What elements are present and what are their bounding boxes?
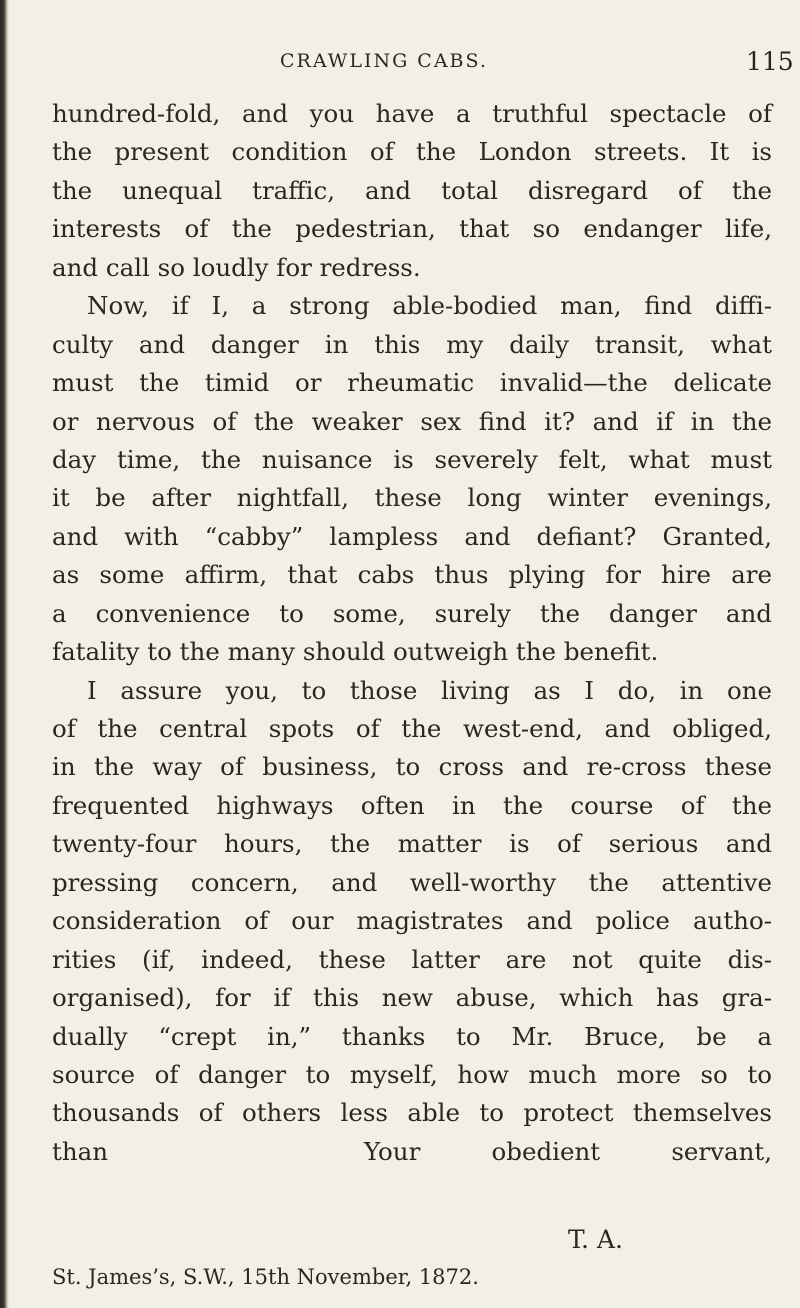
text-line: twenty-four hours, the matter is of serious and [52,829,772,859]
text-line: the present condition of the London streets. It is [52,137,772,167]
text-line: frequented highways often in the course of the [52,790,772,820]
text-line: pressing concern, and well-worthy the attentive [52,867,772,897]
text-line: I assure you, to those living as I do, in one [87,675,772,705]
page-number: 115 [746,47,794,76]
running-head: CRAWLING CABS. [280,50,488,72]
text-line: the unequal traffic, and total disregard of the [52,175,772,205]
text-line: fatality to the many should outweigh the benefit. [52,637,659,667]
text-line: of the central spots of the west-end, and obliged, [52,714,772,743]
dateline: St. James’s, S.W., 15th November, 1872. [52,1265,479,1289]
text-line: consideration of our magistrates and police autho- [52,906,772,936]
text-line: culty and danger in this my daily transit, what [52,329,772,359]
closing-salutation: Your obedient servant, [364,1136,772,1166]
text-line: and with “cabby” lampless and defiant? Granted, [52,521,772,551]
text-line: source of danger to myself, how much more so to [52,1059,772,1089]
page-header [0,40,800,80]
text-line: thousands of others less able to protect themselves [52,1098,772,1128]
text-line: dually “crept in,” thanks to Mr. Bruce, be a [52,1021,772,1051]
text-line: hundred-fold, and you have a truthful spectacle of [52,99,772,128]
text-line: and call so loudly for redress. [52,252,421,282]
text-line: Now, if I, a strong able-bodied man, find diffi- [87,291,772,321]
text-line: day time, the nuisance is severely felt, what must [52,444,772,474]
closing-last-word: than [52,1136,109,1166]
book-spine-shadow [0,0,9,1308]
letter-body [52,95,772,1171]
text-line: it be after nightfall, these long winter evenings, [52,483,772,513]
text-line: interests of the pedestrian, that so endanger life, [52,214,772,244]
closing-line [52,1133,772,1171]
text-line: a convenience to some, surely the danger and [52,598,772,628]
text-line: in the way of business, to cross and re-cross these [52,752,772,782]
signature-initials: T. A. [568,1225,623,1254]
text-line: rities (if, indeed, these latter are not quite dis- [52,944,772,974]
text-line: organised), for if this new abuse, which has gra- [52,983,772,1013]
text-line: must the timid or rheumatic invalid—the delicate [52,368,772,398]
text-line: as some affirm, that cabs thus plying for hire are [52,560,772,590]
text-line: or nervous of the weaker sex find it? and if in the [52,406,772,436]
